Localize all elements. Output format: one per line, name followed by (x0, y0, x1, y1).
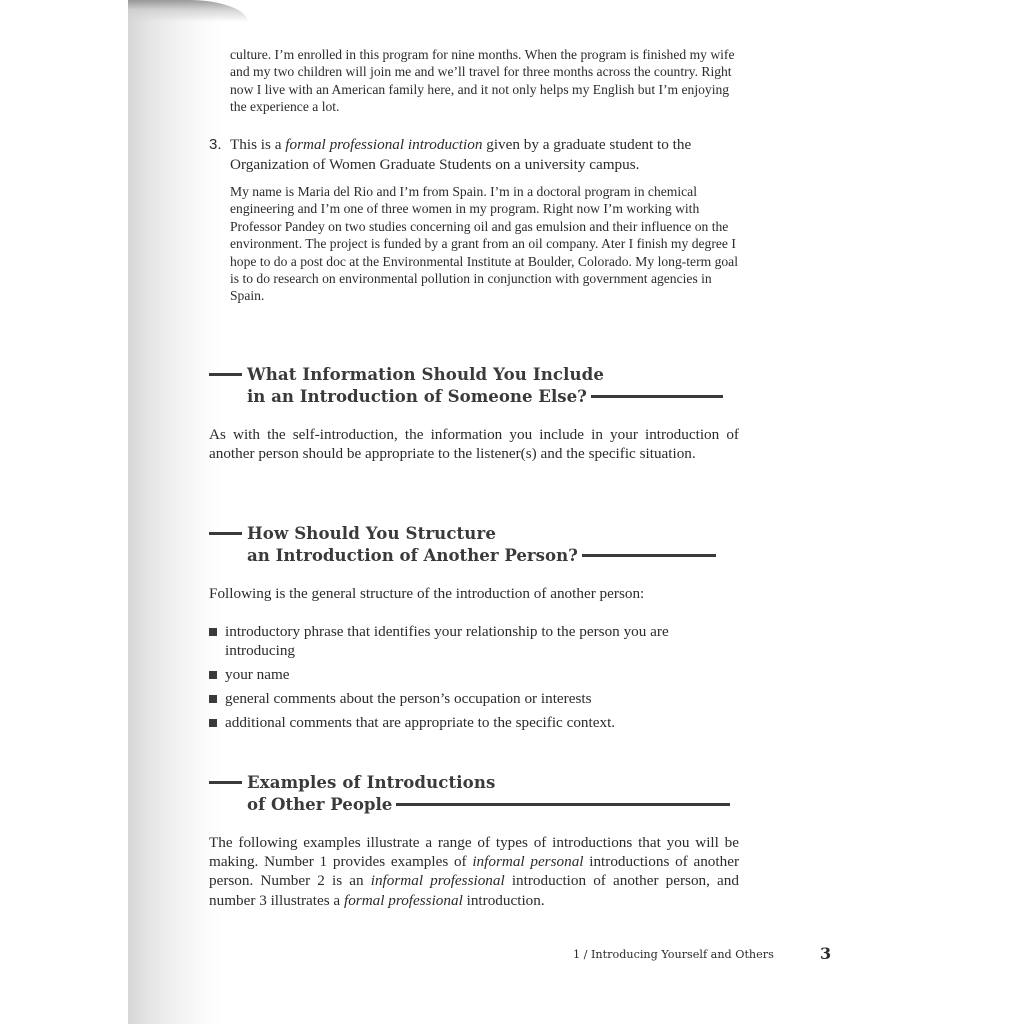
item-description (230, 135, 742, 175)
list-item-text: introductory phrase that identifies your relationship to the person you are introducing (225, 623, 669, 660)
section-body (209, 833, 739, 910)
heading-rule (209, 373, 242, 376)
heading-rule (582, 554, 716, 557)
body-emphasis: formal professional (343, 891, 463, 909)
square-bullet-icon (209, 671, 217, 679)
heading-line-2 (247, 385, 723, 407)
square-bullet-icon (209, 628, 217, 636)
heading-text: an Introduction of Another Person? (247, 545, 578, 565)
example-paragraph: My name is Maria del Rio and I’m from Spain. I’m in a doctoral program in chemical engineering and I’m one of three women in my program. Right now I’m working with Professor Pandey on two studies concerning oil and gas emulsion and their influence on the environment. The project is funded by a grant from an oil company. Ater I finish my degree I hope to do a post doc at the Environmental Institute at Boulder, Colorado. My long-term goal is to do research on environmental pollution in conjunction with government agencies in Spain. (230, 184, 738, 304)
section-body: As with the self-introduction, the information you include in your introduction of another person should be appropriate to the listener(s) and the specific situation. (209, 426, 739, 463)
running-footer-title: 1 / Introducing Yourself and Others (573, 948, 774, 961)
heading-line-1: How Should You Structure (247, 523, 496, 543)
list-item (209, 665, 739, 684)
page-number: 3 (820, 944, 832, 963)
heading-rule (396, 803, 730, 806)
heading-rule (209, 532, 242, 535)
list-item-text: additional comments that are appropriate to the specific context. (225, 713, 616, 731)
item-number: 3. (209, 136, 222, 153)
list-item (209, 622, 739, 660)
heading-line-1: Examples of Introductions (247, 772, 496, 792)
list-item (209, 713, 739, 732)
body-text: introductions of another person. Number 2 is an (209, 853, 739, 890)
body-emphasis: informal professional (370, 872, 505, 890)
heading-rule (209, 781, 242, 784)
continuation-paragraph: culture. I’m enrolled in this program for nine months. When the program is finished my wife and my two children will join me and we’ll travel for three months across the country. Right now I live with an American family here, and it not only helps my English but I’m enjoying the experience a lot. (230, 47, 735, 115)
body-emphasis: informal personal (472, 853, 584, 871)
heading-rule (591, 395, 723, 398)
section-body: Following is the general structure of the introduction of another person: (209, 585, 645, 602)
heading-line-2 (247, 793, 730, 815)
body-text: The following examples illustrate a range of types of introductions that you will be making. Number 1 provides examples of (209, 834, 739, 871)
heading-line-1: What Information Should You Include (247, 364, 604, 384)
square-bullet-icon (209, 695, 217, 703)
item-text: given by a graduate student to the Organization of Women Graduate Students on a university campus. (230, 136, 692, 173)
square-bullet-icon (209, 719, 217, 727)
list-item (209, 689, 739, 708)
list-item-text: general comments about the person’s occupation or interests (225, 689, 592, 707)
heading-line-2 (247, 544, 716, 566)
heading-text: of Other People (247, 794, 393, 814)
body-text: introduction. (462, 891, 545, 909)
heading-text: in an Introduction of Someone Else? (247, 386, 587, 406)
bullet-list (209, 622, 739, 736)
list-item-text: your name (225, 666, 290, 683)
item-emphasis: formal professional introduction (285, 136, 483, 153)
item-text: This is a (230, 136, 286, 153)
body-text: introduction of another person, and number 3 illustrates a (209, 872, 739, 909)
